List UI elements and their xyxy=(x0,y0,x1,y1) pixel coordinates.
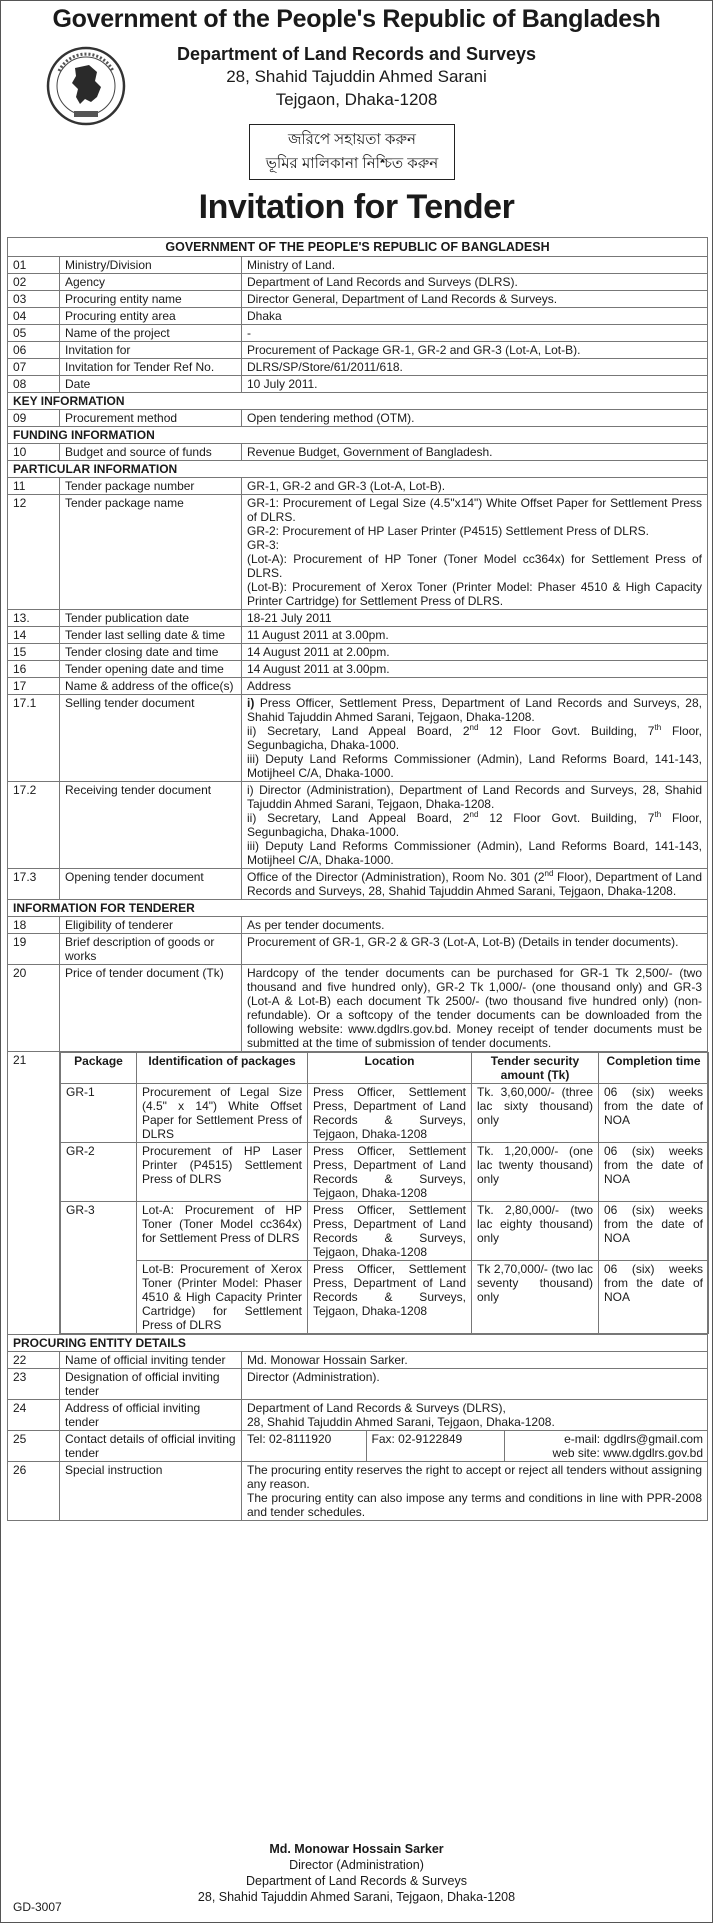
document-code: GD-3007 xyxy=(13,1900,62,1914)
row-label: Designation of official inviting tender xyxy=(60,1369,242,1400)
row-value: As per tender documents. xyxy=(242,917,708,934)
row-value: Procurement of GR-1, GR-2 & GR-3 (Lot-A, Lot-B) (Details in tender documents). xyxy=(242,934,708,965)
row-number: 26 xyxy=(8,1462,60,1521)
row-value: Dhaka xyxy=(242,308,708,325)
table-row xyxy=(8,678,708,695)
row-label: Tender closing date and time xyxy=(60,644,242,661)
row-label: Ministry/Division xyxy=(60,257,242,274)
address-text: Floor, Segunbagicha, Dhaka-1000. xyxy=(247,724,702,752)
column-header: Location xyxy=(308,1053,472,1084)
row-value: Revenue Budget, Government of Bangladesh. xyxy=(242,444,708,461)
slogan-line-1: জরিপে সহায়তা করুন xyxy=(287,131,417,148)
row-label: Special instruction xyxy=(60,1462,242,1521)
row-value xyxy=(242,869,708,900)
row-value: Hardcopy of the tender documents can be purchased for GR-1 Tk 2,500/- (two thousand and five hundred only), GR-2 Tk 1,000/- (one thousand only) and GR-3 (Lot-A & Lot-B) each document Tk 2500/- (two thousand five hundred only) (non-refundable). Or a softcopy of the tender documents can be downloaded from the following website: www.dgdlrs.gov.bd. Money receipt of tender documents must be submitted at the time of submission of tender documents. xyxy=(242,965,708,1052)
package-location: Press Officer, Settlement Press, Department of Land Records & Surveys, Tejgaon, Dhaka-1208 xyxy=(308,1084,472,1143)
row-label: Tender opening date and time xyxy=(60,661,242,678)
table-row xyxy=(8,308,708,325)
table-row xyxy=(8,1431,708,1462)
table-title-row xyxy=(8,238,708,257)
package-security: Tk 2,70,000/- (two lac seventy thousand) only xyxy=(472,1261,599,1334)
package-row xyxy=(61,1143,709,1202)
table-row xyxy=(8,376,708,393)
row-number: 08 xyxy=(8,376,60,393)
table-row xyxy=(8,444,708,461)
section-heading-row xyxy=(8,900,708,917)
row-value: 14 August 2011 at 3.00pm. xyxy=(242,661,708,678)
email-address: e-mail: dgdlrs@gmail.com xyxy=(564,1432,703,1446)
section-heading-row xyxy=(8,393,708,410)
table-row xyxy=(8,1400,708,1431)
table-title: GOVERNMENT OF THE PEOPLE'S REPUBLIC OF BANGLADESH xyxy=(8,238,708,257)
row-number: 25 xyxy=(8,1431,60,1462)
table-row xyxy=(8,495,708,610)
row-value: - xyxy=(242,325,708,342)
package-security: Tk. 1,20,000/- (one lac twenty thousand) only xyxy=(472,1143,599,1202)
address-text: 12 Floor Govt. Building, 7 xyxy=(478,724,655,738)
package-table xyxy=(60,1052,709,1334)
row-number: 14 xyxy=(8,627,60,644)
ordinal-suffix: nd xyxy=(544,869,554,878)
row-label: Selling tender document xyxy=(60,695,242,782)
row-label: Tender last selling date & time xyxy=(60,627,242,644)
row-number: 16 xyxy=(8,661,60,678)
row-number: 17 xyxy=(8,678,60,695)
row-number: 24 xyxy=(8,1400,60,1431)
office-address-2 xyxy=(247,724,702,752)
row-number: 17.1 xyxy=(8,695,60,782)
row-number: 07 xyxy=(8,359,60,376)
row-value: Director (Administration). xyxy=(242,1369,708,1400)
address-text: ii) Secretary, Land Appeal Board, 2 xyxy=(247,724,470,738)
package-security: Tk. 3,60,000/- (three lac sixty thousand) only xyxy=(472,1084,599,1143)
row-number: 03 xyxy=(8,291,60,308)
government-title: Government of the People's Republic of Bangladesh xyxy=(52,5,661,33)
row-label: Opening tender document xyxy=(60,869,242,900)
row-value: Director General, Department of Land Records & Surveys. xyxy=(242,291,708,308)
address-text: 12 Floor Govt. Building, 7 xyxy=(478,811,655,825)
row-number: 17.2 xyxy=(8,782,60,869)
website: web site: www.dgdlrs.gov.bd xyxy=(552,1446,703,1460)
section-heading-row xyxy=(8,461,708,478)
table-row xyxy=(8,661,708,678)
office-address-3: iii) Deputy Land Reforms Commissioner (Admin), Land Reforms Board, 141-143, Motijheel C/A, Dhaka-1000. xyxy=(247,839,702,867)
address-line: 28, Shahid Tajuddin Ahmed Sarani, Tejgaon, Dhaka-1208. xyxy=(247,1415,555,1429)
row-label: Budget and source of funds xyxy=(60,444,242,461)
package-completion: 06 (six) weeks from the date of NOA xyxy=(599,1143,709,1202)
signatory-designation: Director (Administration) xyxy=(289,1858,424,1872)
row-number: 05 xyxy=(8,325,60,342)
package-completion: 06 (six) weeks from the date of NOA xyxy=(599,1084,709,1143)
row-label: Name of the project xyxy=(60,325,242,342)
package-location: Press Officer, Settlement Press, Department of Land Records & Surveys, Tejgaon, Dhaka-1208 xyxy=(308,1143,472,1202)
package-security: Tk. 2,80,000/- (two lac eighty thousand) only xyxy=(472,1202,599,1261)
package-line: (Lot-A): Procurement of HP Toner (Toner Model cc364x) for Settlement Press of DLRS. xyxy=(247,552,702,580)
package-row xyxy=(61,1084,709,1143)
row-label: Contact details of official inviting tender xyxy=(60,1431,242,1462)
row-number: 13. xyxy=(8,610,60,627)
package-completion: 06 (six) weeks from the date of NOA xyxy=(599,1261,709,1334)
table-row xyxy=(8,1352,708,1369)
row-number: 01 xyxy=(8,257,60,274)
ordinal-suffix: nd xyxy=(469,810,479,819)
row-number: 23 xyxy=(8,1369,60,1400)
instruction-text: The procuring entity can also impose any terms and conditions in line with PPR-2008 and tender schedules. xyxy=(247,1491,702,1519)
item-marker: i) xyxy=(247,696,255,710)
row-number: 04 xyxy=(8,308,60,325)
row-label: Date xyxy=(60,376,242,393)
package-location: Press Officer, Settlement Press, Department of Land Records & Surveys, Tejgaon, Dhaka-1208 xyxy=(308,1261,472,1334)
office-address-3: iii) Deputy Land Reforms Commissioner (Admin), Land Reforms Board, 141-143, Motijheel C/A, Dhaka-1000. xyxy=(247,752,702,780)
row-number: 17.3 xyxy=(8,869,60,900)
row-label: Procuring entity name xyxy=(60,291,242,308)
phone-number: Tel: 02-8111920 xyxy=(242,1431,366,1461)
address-line: Department of Land Records & Surveys (DLRS), xyxy=(247,1401,506,1415)
package-identification: Lot-A: Procurement of HP Toner (Toner Model cc364x) for Settlement Press of DLRS xyxy=(137,1202,308,1261)
row-value: 18-21 July 2011 xyxy=(242,610,708,627)
row-value: 11 August 2011 at 3.00pm. xyxy=(242,627,708,644)
row-value: 10 July 2011. xyxy=(242,376,708,393)
package-code: GR-3 xyxy=(61,1202,137,1334)
table-row xyxy=(8,695,708,782)
package-line: GR-2: Procurement of HP Laser Printer (P4515) Settlement Press of DLRS. xyxy=(247,524,649,538)
row-number: 22 xyxy=(8,1352,60,1369)
package-code: GR-1 xyxy=(61,1084,137,1143)
table-row xyxy=(8,934,708,965)
office-address-1 xyxy=(247,696,702,724)
instruction-text: The procuring entity reserves the right to accept or reject all tenders without assigning any reason. xyxy=(247,1463,702,1491)
row-label: Price of tender document (Tk) xyxy=(60,965,242,1052)
contact-table xyxy=(242,1431,708,1461)
row-value xyxy=(242,695,708,782)
table-row xyxy=(8,410,708,427)
row-value: Procurement of Package GR-1, GR-2 and GR-3 (Lot-A, Lot-B). xyxy=(242,342,708,359)
column-header: Tender security amount (Tk) xyxy=(472,1053,599,1084)
row-number: 19 xyxy=(8,934,60,965)
package-table-header xyxy=(61,1053,709,1084)
section-heading: KEY INFORMATION xyxy=(8,393,708,410)
address-text: Floor), Department of Land Records and Surveys, 28, Shahid Tajuddin Ahmed Sarani, Tejgaon, Dhaka-1208. xyxy=(247,870,702,898)
ordinal-suffix: nd xyxy=(469,723,479,732)
row-value xyxy=(242,782,708,869)
row-number: 15 xyxy=(8,644,60,661)
row-label: Name & address of the office(s) xyxy=(60,678,242,695)
row-label: Eligibility of tenderer xyxy=(60,917,242,934)
column-header: Identification of packages xyxy=(137,1053,308,1084)
address-text: Floor, Segunbagicha, Dhaka-1000. xyxy=(247,811,702,839)
address-line-1: 28, Shahid Tajuddin Ahmed Sarani xyxy=(226,67,487,86)
table-row xyxy=(8,869,708,900)
row-value: GR-1, GR-2 and GR-3 (Lot-A, Lot-B). xyxy=(242,478,708,495)
package-identification: Procurement of HP Laser Printer (P4515) Settlement Press of DLRS xyxy=(137,1143,308,1202)
section-heading: INFORMATION FOR TENDERER xyxy=(8,900,708,917)
row-label: Invitation for Tender Ref No. xyxy=(60,359,242,376)
row-number: 18 xyxy=(8,917,60,934)
section-heading: PROCURING ENTITY DETAILS xyxy=(8,1335,708,1352)
row-number: 06 xyxy=(8,342,60,359)
table-row xyxy=(8,644,708,661)
ordinal-suffix: th xyxy=(654,810,662,819)
table-row xyxy=(8,1369,708,1400)
address-line-2: Tejgaon, Dhaka-1208 xyxy=(275,90,438,109)
row-value: Department of Land Records and Surveys (DLRS). xyxy=(242,274,708,291)
section-heading: PARTICULAR INFORMATION xyxy=(8,461,708,478)
package-completion: 06 (six) weeks from the date of NOA xyxy=(599,1202,709,1261)
table-row xyxy=(8,478,708,495)
row-number: 09 xyxy=(8,410,60,427)
row-value xyxy=(242,1462,708,1521)
row-label: Invitation for xyxy=(60,342,242,359)
notice-title: Invitation for Tender xyxy=(198,188,515,226)
tender-table xyxy=(7,237,708,1521)
table-row xyxy=(8,342,708,359)
table-row xyxy=(8,325,708,342)
department-name: Department of Land Records and Surveys xyxy=(176,44,537,64)
row-label: Tender package name xyxy=(60,495,242,610)
row-value: Address xyxy=(242,678,708,695)
table-row xyxy=(8,782,708,869)
address-text: ii) Secretary, Land Appeal Board, 2 xyxy=(247,811,470,825)
section-heading-row xyxy=(8,427,708,444)
table-row xyxy=(8,257,708,274)
table-row xyxy=(8,291,708,308)
package-line: GR-1: Procurement of Legal Size (4.5"x14") White Offset Paper for Settlement Press of DLRS. xyxy=(247,496,702,524)
table-row xyxy=(8,359,708,376)
package-location: Press Officer, Settlement Press, Department of Land Records & Surveys, Tejgaon, Dhaka-1208 xyxy=(308,1202,472,1261)
package-identification: Procurement of Legal Size (4.5" x 14") White Offset Paper for Settlement Press of DLRS xyxy=(137,1084,308,1143)
address-text: Press Officer, Settlement Press, Department of Land Records and Surveys, 28, Shahid Tajuddin Ahmed Sarani, Tejgaon, Dhaka-1208. xyxy=(247,696,702,724)
row-number: 12 xyxy=(8,495,60,610)
office-address-1: i) Director (Administration), Department of Land Records and Surveys, 28, Shahid Tajuddin Ahmed Sarani, Tejgaon, Dhaka-1208. xyxy=(247,783,702,811)
row-label: Tender publication date xyxy=(60,610,242,627)
ordinal-suffix: th xyxy=(654,723,662,732)
row-value: DLRS/SP/Store/61/2011/618. xyxy=(242,359,708,376)
package-identification: Lot-B: Procurement of Xerox Toner (Printer Model: Phaser 4510 & High Capacity Printer Cartridge) for Settlement Press of DLRS xyxy=(137,1261,308,1334)
row-label: Procurement method xyxy=(60,410,242,427)
row-label: Brief description of goods or works xyxy=(60,934,242,965)
row-value: 14 August 2011 at 2.00pm. xyxy=(242,644,708,661)
address-text: Office of the Director (Administration), Room No. 301 (2 xyxy=(247,870,545,884)
fax-number: Fax: 02-9122849 xyxy=(366,1431,504,1461)
section-heading: FUNDING INFORMATION xyxy=(8,427,708,444)
row-value xyxy=(242,1400,708,1431)
slogan-box xyxy=(249,124,455,180)
row-number: 20 xyxy=(8,965,60,1052)
row-label: Name of official inviting tender xyxy=(60,1352,242,1369)
signatory-name: Md. Monowar Hossain Sarker xyxy=(269,1842,444,1856)
office-address-2 xyxy=(247,811,702,839)
table-row xyxy=(8,627,708,644)
row-label: Receiving tender document xyxy=(60,782,242,869)
signatory-address: 28, Shahid Tajuddin Ahmed Sarani, Tejgaon, Dhaka-1208 xyxy=(197,1890,516,1904)
table-row xyxy=(8,965,708,1052)
contact-cell xyxy=(242,1431,708,1462)
row-label: Procuring entity area xyxy=(60,308,242,325)
row-value: Md. Monowar Hossain Sarker. xyxy=(242,1352,708,1369)
table-row xyxy=(8,610,708,627)
row-label: Tender package number xyxy=(60,478,242,495)
contact-row xyxy=(242,1431,708,1461)
row-number: 11 xyxy=(8,478,60,495)
package-code: GR-2 xyxy=(61,1143,137,1202)
row-label: Address of official inviting tender xyxy=(60,1400,242,1431)
column-header: Package xyxy=(61,1053,137,1084)
package-row xyxy=(61,1202,709,1261)
section-heading-row xyxy=(8,1335,708,1352)
row-number: 10 xyxy=(8,444,60,461)
row-label: Agency xyxy=(60,274,242,291)
column-header: Completion time xyxy=(599,1053,709,1084)
slogan-line-2: ভূমির মালিকানা নিশ্চিত করুন xyxy=(265,155,439,172)
email-website xyxy=(504,1431,708,1461)
row-value: Ministry of Land. xyxy=(242,257,708,274)
table-row xyxy=(8,1052,708,1335)
row-value xyxy=(242,495,708,610)
package-table-cell xyxy=(60,1052,708,1335)
package-row xyxy=(61,1261,709,1334)
table-row xyxy=(8,274,708,291)
row-number: 21 xyxy=(8,1052,60,1335)
signatory-office: Department of Land Records & Surveys xyxy=(246,1874,467,1888)
signature-block xyxy=(1,1841,712,1905)
table-row xyxy=(8,1462,708,1521)
table-row xyxy=(8,917,708,934)
row-value: Open tendering method (OTM). xyxy=(242,410,708,427)
row-number: 02 xyxy=(8,274,60,291)
package-line: GR-3: xyxy=(247,538,280,552)
package-line: (Lot-B): Procurement of Xerox Toner (Printer Model: Phaser 4510 & High Capacity Printer Cartridge) for Settlement Press of DLRS. xyxy=(247,580,702,608)
